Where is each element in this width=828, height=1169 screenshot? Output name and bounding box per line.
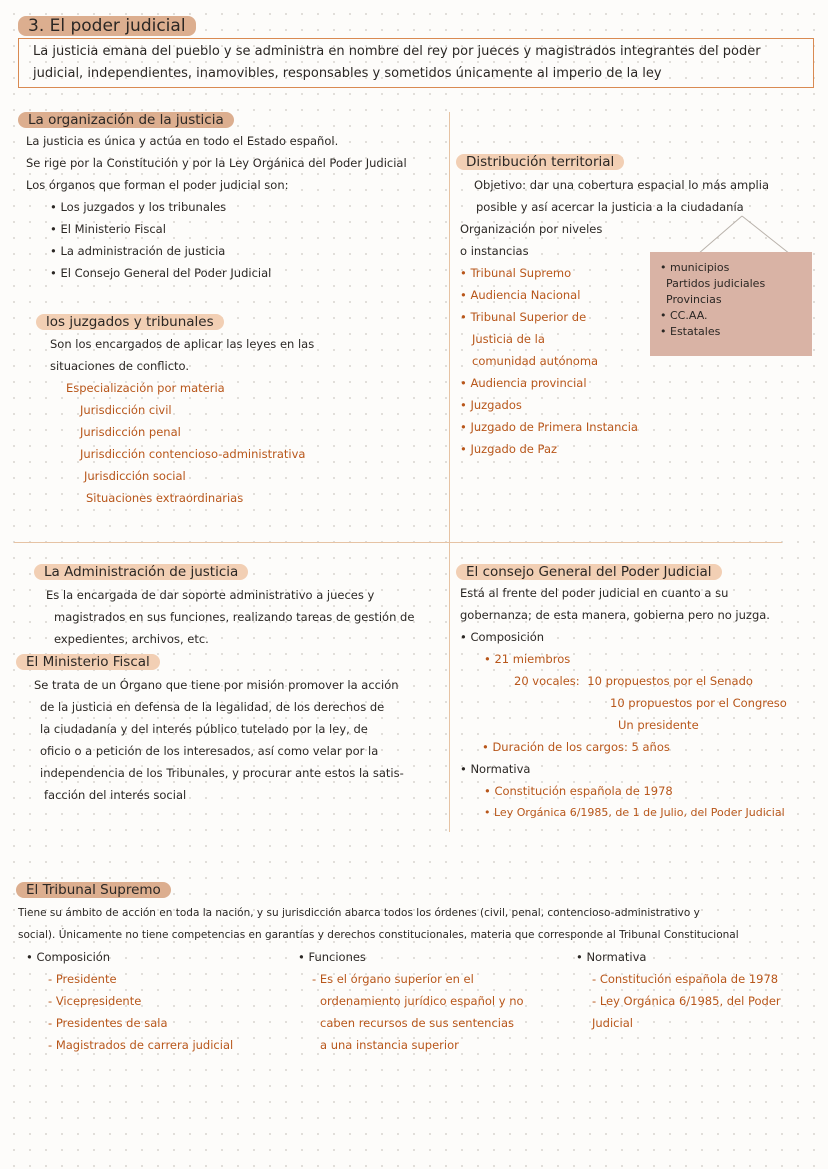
norma-item: • Ley Orgánica 6/1985, de 1 de Julio, del Poder Judicial bbox=[460, 802, 787, 824]
organizacion-niveles-line: Organización por niveles bbox=[460, 222, 603, 236]
administracion-heading-text: La Administración de justicia bbox=[34, 564, 248, 580]
list-item: - Presidentes de sala bbox=[48, 1016, 168, 1030]
ministerio-line: de la justicia en defensa de la legalidad, de los derechos de bbox=[40, 700, 385, 714]
supremo-line: social). Únicamente no tiene competencias en garantías y derechos constitucionales, materia que corresponde al Tribunal Constitucional bbox=[18, 929, 739, 941]
list-item: - Magistrados de carrera judicial bbox=[48, 1038, 234, 1052]
nivel-item: • Tribunal Superior de bbox=[460, 306, 769, 328]
jurisdiccion-item: Situaciones extraordinarias bbox=[86, 491, 244, 505]
duracion-label: • Duración de los cargos: 5 años bbox=[460, 736, 787, 758]
intro-text: La justicia emana del pueblo y se administra en nombre del rey por jueces y magistrados integrantes del poder judicial, independientes, inamovibles, responsables y sometidos únicamente al imperio de la ley bbox=[33, 44, 761, 81]
funciones-line: ordenamiento jurídico español y no bbox=[320, 994, 524, 1008]
jurisdiccion-item: Jurisdicción penal bbox=[80, 425, 181, 439]
juzgados-body bbox=[50, 333, 314, 509]
ambito-item: Partidos judiciales bbox=[666, 277, 766, 290]
hanging-string-lines bbox=[690, 214, 800, 256]
vertical-divider bbox=[449, 112, 450, 832]
organizacion-heading-text: La organización de la justicia bbox=[18, 112, 234, 128]
administracion-line: Es la encargada de dar soporte administrativo a jueces y bbox=[46, 588, 375, 602]
supremo-composicion-title: • Composición bbox=[26, 946, 233, 968]
consejo-body bbox=[460, 582, 787, 824]
organizacion-body bbox=[26, 130, 407, 284]
list-item: • Los juzgados y los tribunales bbox=[50, 196, 407, 218]
ambito-item: • municipios bbox=[660, 261, 730, 274]
list-item: - Constitución española de 1978 bbox=[592, 972, 779, 986]
supremo-funciones-title: • Funciones bbox=[298, 946, 524, 968]
supremo-heading-text: El Tribunal Supremo bbox=[16, 882, 171, 898]
ministerio-heading bbox=[16, 652, 160, 672]
jurisdiccion-item: Jurisdicción social bbox=[84, 469, 186, 483]
administracion-line: magistrados en sus funciones, realizando tareas de gestión de bbox=[54, 610, 415, 624]
page-title-text: 3. El poder judicial bbox=[18, 16, 196, 36]
ministerio-body bbox=[34, 674, 404, 806]
list-item: - Vicepresidente bbox=[48, 994, 142, 1008]
organizacion-heading bbox=[18, 110, 234, 130]
ministerio-line: Se trata de un Órgano que tiene por misión promover la acción bbox=[34, 678, 399, 692]
supremo-normativa-title: • Normativa bbox=[576, 946, 816, 968]
consejo-heading-text: El consejo General del Poder Judicial bbox=[456, 564, 722, 580]
list-item: - Presidente bbox=[48, 972, 117, 986]
objetivo-line: Objetivo: dar una cobertura espacial lo más amplia bbox=[474, 178, 769, 192]
nivel-item: • Audiencia Nacional bbox=[460, 284, 769, 306]
list-item: • La administración de justicia bbox=[50, 240, 407, 262]
organizacion-line: Se rige por la Constitución y por la Ley Orgánica del Poder Judicial bbox=[26, 156, 407, 170]
list-item: • El Ministerio Fiscal bbox=[50, 218, 407, 240]
juzgados-line: situaciones de conflicto. bbox=[50, 359, 190, 373]
composicion-label: • Composición bbox=[460, 626, 787, 648]
norma-item: • Constitución española de 1978 bbox=[460, 780, 787, 802]
presidente-label: Un presidente bbox=[618, 718, 699, 732]
vocales-senado: 10 propuestos por el Senado bbox=[587, 674, 753, 688]
vocales-congreso: 10 propuestos por el Congreso bbox=[610, 696, 787, 710]
consejo-line: Está al frente del poder judicial en cuanto a su bbox=[460, 586, 729, 600]
vocales-senado-line bbox=[460, 670, 787, 692]
funciones-line: caben recursos de sus sentencias bbox=[320, 1016, 514, 1030]
nivel-item: Justicia de la bbox=[472, 332, 545, 346]
organos-list bbox=[26, 196, 407, 284]
administracion-body bbox=[46, 584, 414, 650]
consejo-line: gobernanza; de esta manera, gobierna pero no juzga. bbox=[460, 608, 770, 622]
vocales-label: 20 vocales: bbox=[514, 674, 580, 688]
organizacion-niveles-line: o instancias bbox=[460, 244, 529, 258]
ambitos-box bbox=[650, 252, 812, 356]
funciones-line: - Es el órgano superior en el bbox=[312, 972, 474, 986]
administracion-heading bbox=[34, 562, 248, 582]
distribucion-heading bbox=[456, 152, 624, 172]
jurisdiccion-item: Jurisdicción contencioso-administrativa bbox=[80, 447, 306, 461]
juzgados-heading bbox=[36, 312, 224, 332]
nivel-item: • Juzgado de Paz bbox=[460, 438, 769, 460]
nivel-item: comunidad autónoma bbox=[472, 354, 599, 368]
nivel-item: • Juzgado de Primera Instancia bbox=[460, 416, 769, 438]
objetivo-line: posible y así acercar la justicia a la ciudadanía bbox=[476, 200, 744, 214]
supremo-body bbox=[18, 902, 739, 946]
supremo-funciones bbox=[298, 946, 524, 1056]
consejo-heading bbox=[456, 562, 722, 582]
horizontal-divider bbox=[14, 542, 782, 543]
nivel-item: • Juzgados bbox=[460, 394, 769, 416]
list-item: - Ley Orgánica 6/1985, del Poder Judicial bbox=[592, 994, 781, 1030]
ministerio-line: la ciudadanía y del interés público tutelado por la ley, de bbox=[40, 722, 368, 736]
organizacion-line: La justicia es única y actúa en todo el Estado español. bbox=[26, 134, 339, 148]
funciones-line: a una instancia superior bbox=[320, 1038, 459, 1052]
ambito-item: • Estatales bbox=[660, 325, 721, 338]
supremo-normativa bbox=[576, 946, 816, 1034]
supremo-heading bbox=[16, 880, 171, 900]
nivel-item: • Tribunal Supremo bbox=[460, 262, 769, 284]
especializacion-label: Especialización por materia bbox=[66, 381, 225, 395]
miembros-label: • 21 miembros bbox=[460, 648, 787, 670]
page-title bbox=[18, 14, 196, 38]
ministerio-line: independencia de los Tribunales, y procurar ante estos la satis- bbox=[40, 766, 404, 780]
juzgados-heading-text: los juzgados y tribunales bbox=[36, 314, 224, 330]
juzgados-line: Son los encargados de aplicar las leyes en las bbox=[50, 337, 315, 351]
normativa-label: • Normativa bbox=[460, 758, 787, 780]
ministerio-line: facción del interés social bbox=[44, 788, 187, 802]
organizacion-line: Los órganos que forman el poder judicial son: bbox=[26, 178, 289, 192]
nivel-item: • Audiencia provincial bbox=[460, 372, 769, 394]
ministerio-line: oficio o a petición de los interesados, así como velar por la bbox=[40, 744, 379, 758]
ministerio-heading-text: El Ministerio Fiscal bbox=[16, 654, 160, 670]
jurisdiccion-item: Jurisdicción civil bbox=[80, 403, 172, 417]
ambito-item: • CC.AA. bbox=[660, 309, 708, 322]
administracion-line: expedientes, archivos, etc. bbox=[54, 632, 209, 646]
distribucion-heading-text: Distribución territorial bbox=[456, 154, 624, 170]
ambito-item: Provincias bbox=[666, 293, 722, 306]
supremo-composicion bbox=[26, 946, 233, 1056]
intro-box bbox=[18, 38, 814, 88]
supremo-line: Tiene su ámbito de acción en toda la nación, y su jurisdicción abarca todos los órdenes (civil, penal, contencioso-administrativo y bbox=[18, 907, 700, 919]
list-item: • El Consejo General del Poder Judicial bbox=[50, 262, 407, 284]
